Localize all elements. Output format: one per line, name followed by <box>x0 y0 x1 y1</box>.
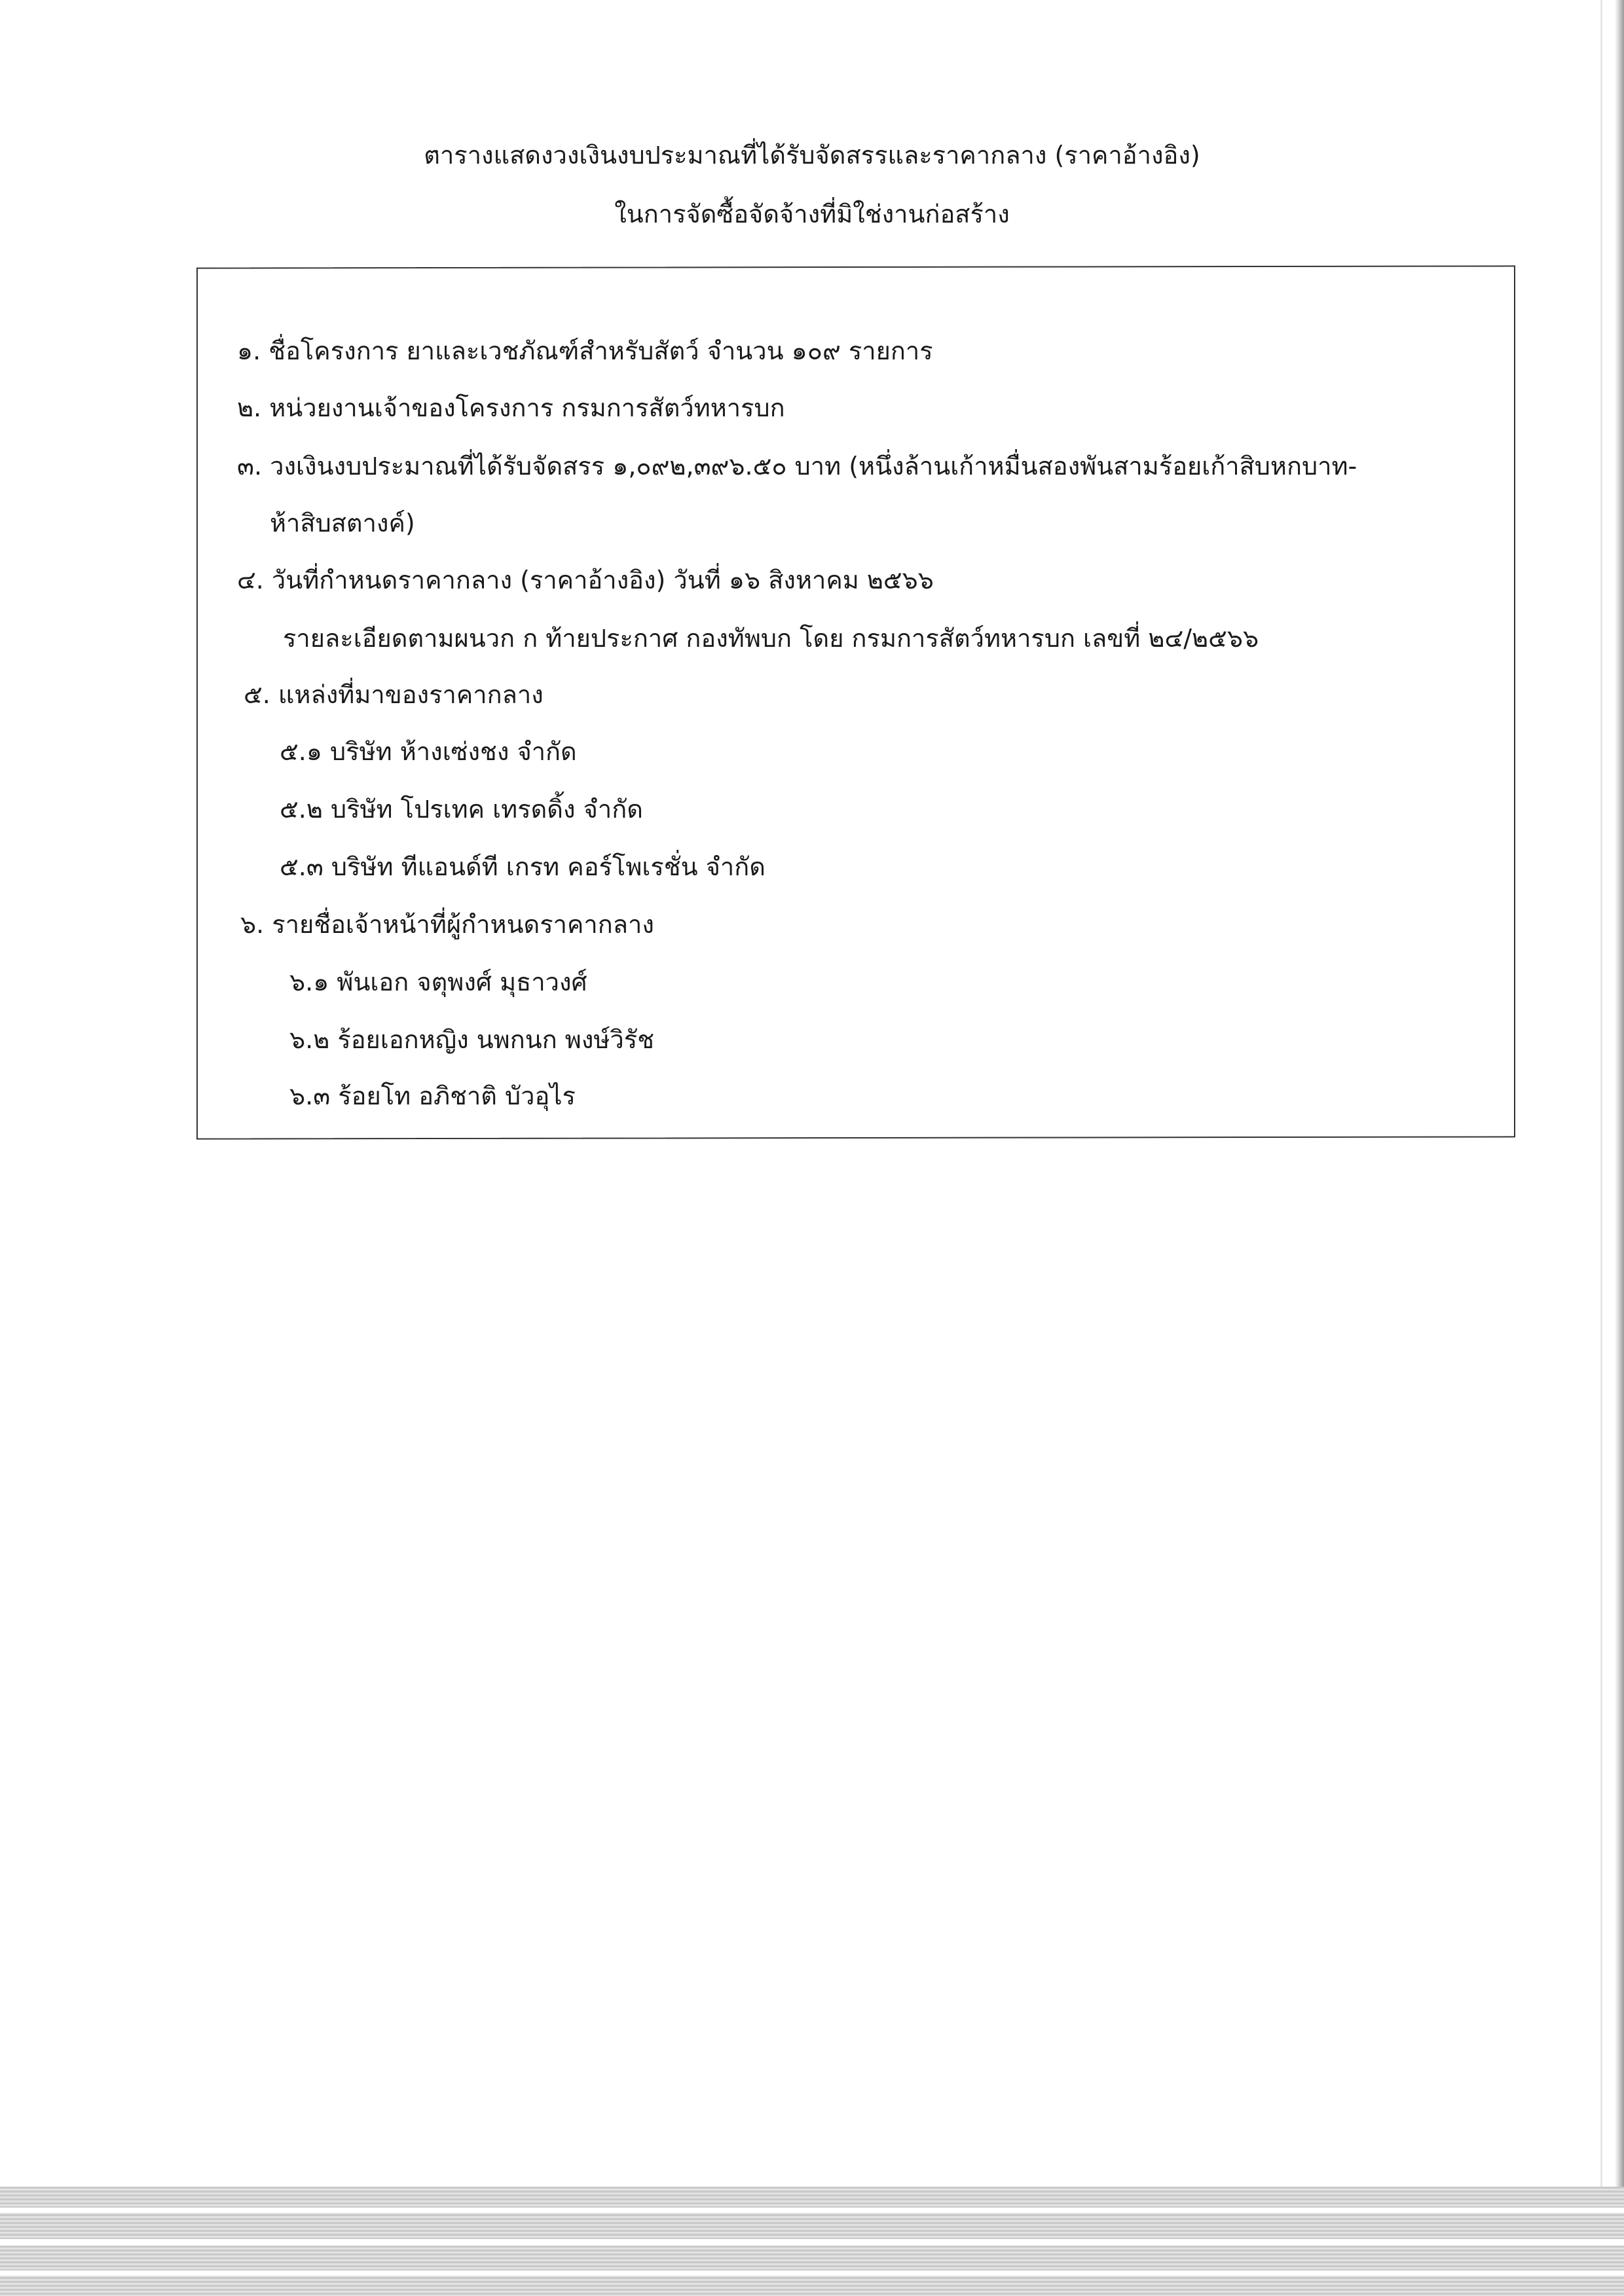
scanner-stripe <box>0 2270 1624 2276</box>
scanner-stripe <box>0 2208 1624 2213</box>
item-price-date-line-1: ๔. วันที่กำหนดราคากลาง (ราคาอ้างอิง) วันที่ ๑๖ สิงหาคม ๒๕๖๖ <box>237 566 934 594</box>
page-edge-line <box>1600 0 1602 2187</box>
document-title-line-2: ในการจัดซื้อจัดจ้างที่มิใช่งานก่อสร้าง <box>614 200 1010 228</box>
item-official-3: ๖.๓ ร้อยโท อภิชาติ บัวอุไร <box>289 1082 576 1110</box>
item-budget-line-1: ๓. วงเงินงบประมาณที่ได้รับจัดสรร ๑,๐๙๒,๓๙๖.๕๐ บาท (หนึ่งล้านเก้าหมื่นสองพันสามร้อยเก้าสิบหกบาท- <box>237 452 1357 481</box>
item-source-1: ๕.๑ บริษัท ห้างเซ่งชง จำกัด <box>280 737 577 766</box>
item-source-2: ๕.๒ บริษัท โปรเทค เทรดดิ้ง จำกัด <box>280 795 643 824</box>
item-officials: ๖. รายชื่อเจ้าหน้าที่ผู้กำหนดราคากลาง <box>240 910 654 939</box>
item-price-date-line-2: รายละเอียดตามผนวก ก ท้ายประกาศ กองทัพบก โดย กรมการสัตว์ทหารบก เลขที่ ๒๔/๒๕๖๖ <box>283 624 1259 653</box>
item-official-1: ๖.๑ พันเอก จตุพงศ์ มุธาวงศ์ <box>289 968 587 996</box>
item-price-sources: ๕. แหล่งที่มาของราคากลาง <box>244 680 544 709</box>
item-budget-line-2: ห้าสิบสตางค์) <box>270 509 415 538</box>
page-edge-shadow <box>1615 0 1624 2296</box>
document-title-line-1: ตารางแสดงวงเงินงบประมาณที่ได้รับจัดสรรและราคากลาง (ราคาอ้างอิง) <box>424 141 1200 170</box>
item-project-name: ๑. ชื่อโครงการ ยาและเวชภัณฑ์สำหรับสัตว์ จำนวน ๑๐๙ รายการ <box>237 337 933 365</box>
item-official-2: ๖.๒ ร้อยเอกหญิง นพกนก พงษ์วิรัช <box>289 1025 654 1054</box>
item-owner-agency: ๒. หน่วยงานเจ้าของโครงการ กรมการสัตว์ทหารบก <box>237 393 785 422</box>
item-source-3: ๕.๓ บริษัท ทีแอนด์ที เกรท คอร์โพเรชั่น จำกัด <box>280 852 766 881</box>
scanner-stripe <box>0 2239 1624 2246</box>
